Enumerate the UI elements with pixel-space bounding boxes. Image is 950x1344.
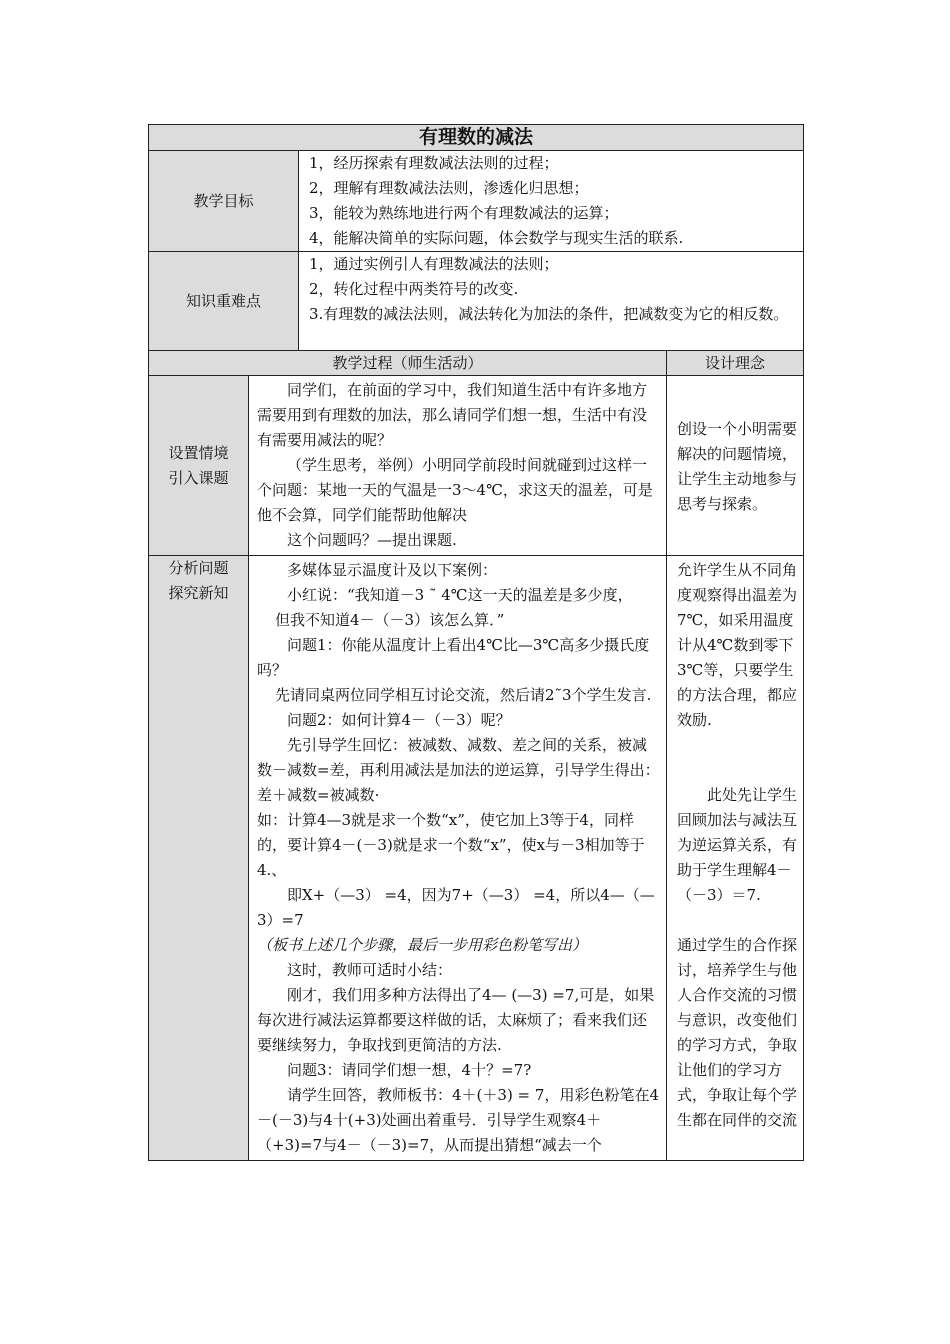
concept-header: 设计理念 (667, 351, 804, 376)
process-paragraph: 但我不知道4－（－3）该怎么算．” (275, 611, 505, 629)
process-paragraph: 同学们，在前面的学习中，我们知道生活中有许多地方需要用到有理数的加法，那么请同学们想一想，生活中有没有需要用减法的呢？ (257, 381, 648, 449)
process-paragraph: 这时，教师可适时小结： (287, 961, 453, 979)
key-points-list (299, 252, 804, 351)
process-paragraph: （学生思考，举例）小明同学前段时间就碰到过这样一个问题：某地一天的气温是一3～4℃，求这天的温差，可是他不会算，同学们能帮助他解决 (257, 456, 653, 524)
column-header-row (149, 351, 804, 376)
objective-item: 3，能较为熟练地进行两个有理数减法的运算； (309, 204, 619, 222)
section-explore-row (149, 556, 804, 1161)
concept-paragraph: 创设一个小明需要解决的问题情境，让学生主动地参与思考与探索。 (677, 419, 798, 513)
key-points-row (149, 252, 804, 351)
objective-item: 2，理解有理数减法法则，渗透化归思想； (309, 179, 589, 197)
process-paragraph: 问题3：请同学们想一想，4十？=7? (287, 1061, 532, 1079)
objective-item: 4，能解决简单的实际问题，体会数学与现实生活的联系. (309, 229, 684, 247)
process-paragraph: 问题2：如何计算4－（－3）呢？ (287, 711, 511, 729)
section-label-line: 设置情境 (168, 443, 229, 462)
section-label-line: 分析问题 (168, 559, 229, 577)
section-intro-label (149, 376, 249, 556)
objectives-list (299, 151, 804, 252)
section-label-line: 引入课题 (168, 468, 229, 487)
section-explore-concept (667, 556, 804, 1161)
concept-paragraph: 允许学生从不同角度观察得出温差为7℃，如采用温度计从4℃数到零下3℃等，只要学生的方法合理，都应效励. (677, 561, 798, 729)
process-paragraph: 先请同桌两位同学相互讨论交流，然后请2˜3个学生发言. (275, 686, 652, 704)
section-label-line: 探究新知 (168, 584, 229, 602)
section-intro-process (249, 376, 667, 556)
concept-paragraph: 此处先让学生回顾加法与减法互为逆运算关系，有助于学生理解4－（－3）＝7. (677, 786, 798, 904)
concept-paragraph: 通过学生的合作探讨，培养学生与他人合作交流的习惯与意识，改变他们的学习方式，争取让他们的学习方式，争取让每个学生都在同伴的交流 (677, 936, 798, 1129)
process-paragraph: 问题1：你能从温度计上看出4℃比—3℃高多少摄氏度吗？ (257, 636, 650, 679)
key-point-item: 1，通过实例引人有理数减法的法则； (309, 255, 559, 273)
process-paragraph: 即X+（—3） =4，因为7+（—3） =4，所以4—（—3）=7 (257, 886, 655, 929)
section-intro-concept (667, 376, 804, 556)
process-paragraph: 这个问题吗？—提出课题. (287, 531, 457, 549)
process-paragraph: 请学生回答，教师板书：4＋(＋3) = 7，用彩色粉笔在4－(－3)与4十(+3)处画出着重号．引导学生观察4＋（+3)=7与4－（－3)=7，从而提出猜想“减去一个 (257, 1086, 659, 1154)
objective-item: 1，经历探索有理数减法法则的过程； (309, 154, 559, 172)
objectives-row (149, 151, 804, 252)
title-row (149, 125, 804, 151)
objectives-label: 教学目标 (149, 151, 299, 252)
process-paragraph: 多媒体显示温度计及以下案例： (287, 561, 498, 579)
lesson-plan-sheet (148, 124, 803, 1161)
section-explore-process (249, 556, 667, 1161)
key-point-item: 3.有理数的减法法则，减法转化为加法的条件，把减数变为它的相反数。 (309, 305, 789, 323)
lesson-plan-table (148, 124, 804, 1161)
page-title: 有理数的减法 (149, 125, 804, 151)
section-intro-row (149, 376, 804, 556)
process-header: 教学过程（师生活动） (149, 351, 667, 376)
key-points-label: 知识重难点 (149, 252, 299, 351)
process-paragraph: 刚才，我们用多种方法得出了4— (—3) =7,可是，如果每次进行减法运算都要这样做的话，太麻烦了；看来我们还要继续努力，争取找到更简洁的方法. (257, 986, 655, 1054)
key-point-item: 2，转化过程中两类符号的改变. (309, 280, 519, 298)
process-paragraph: 如：计算4—3就是求一个数“x”，使它加上3等于4，同样的，要计算4－(－3)就是求一个数“x”，使x与－3相加等于4.、 (257, 811, 645, 879)
section-explore-label (149, 556, 249, 1161)
process-paragraph: 小红说：“我知道－3 ˜ 4℃这一天的温差是多少度， (287, 586, 633, 604)
process-paragraph: 先引导学生回忆：被减数、减数、差之间的关系，被减数－减数=差，再利用减法是加法的逆运算，引导学生得出：差＋减数=被减数· (257, 736, 660, 804)
board-note: （板书上述几个步骤，最后一步用彩色粉笔写出） (257, 936, 588, 954)
